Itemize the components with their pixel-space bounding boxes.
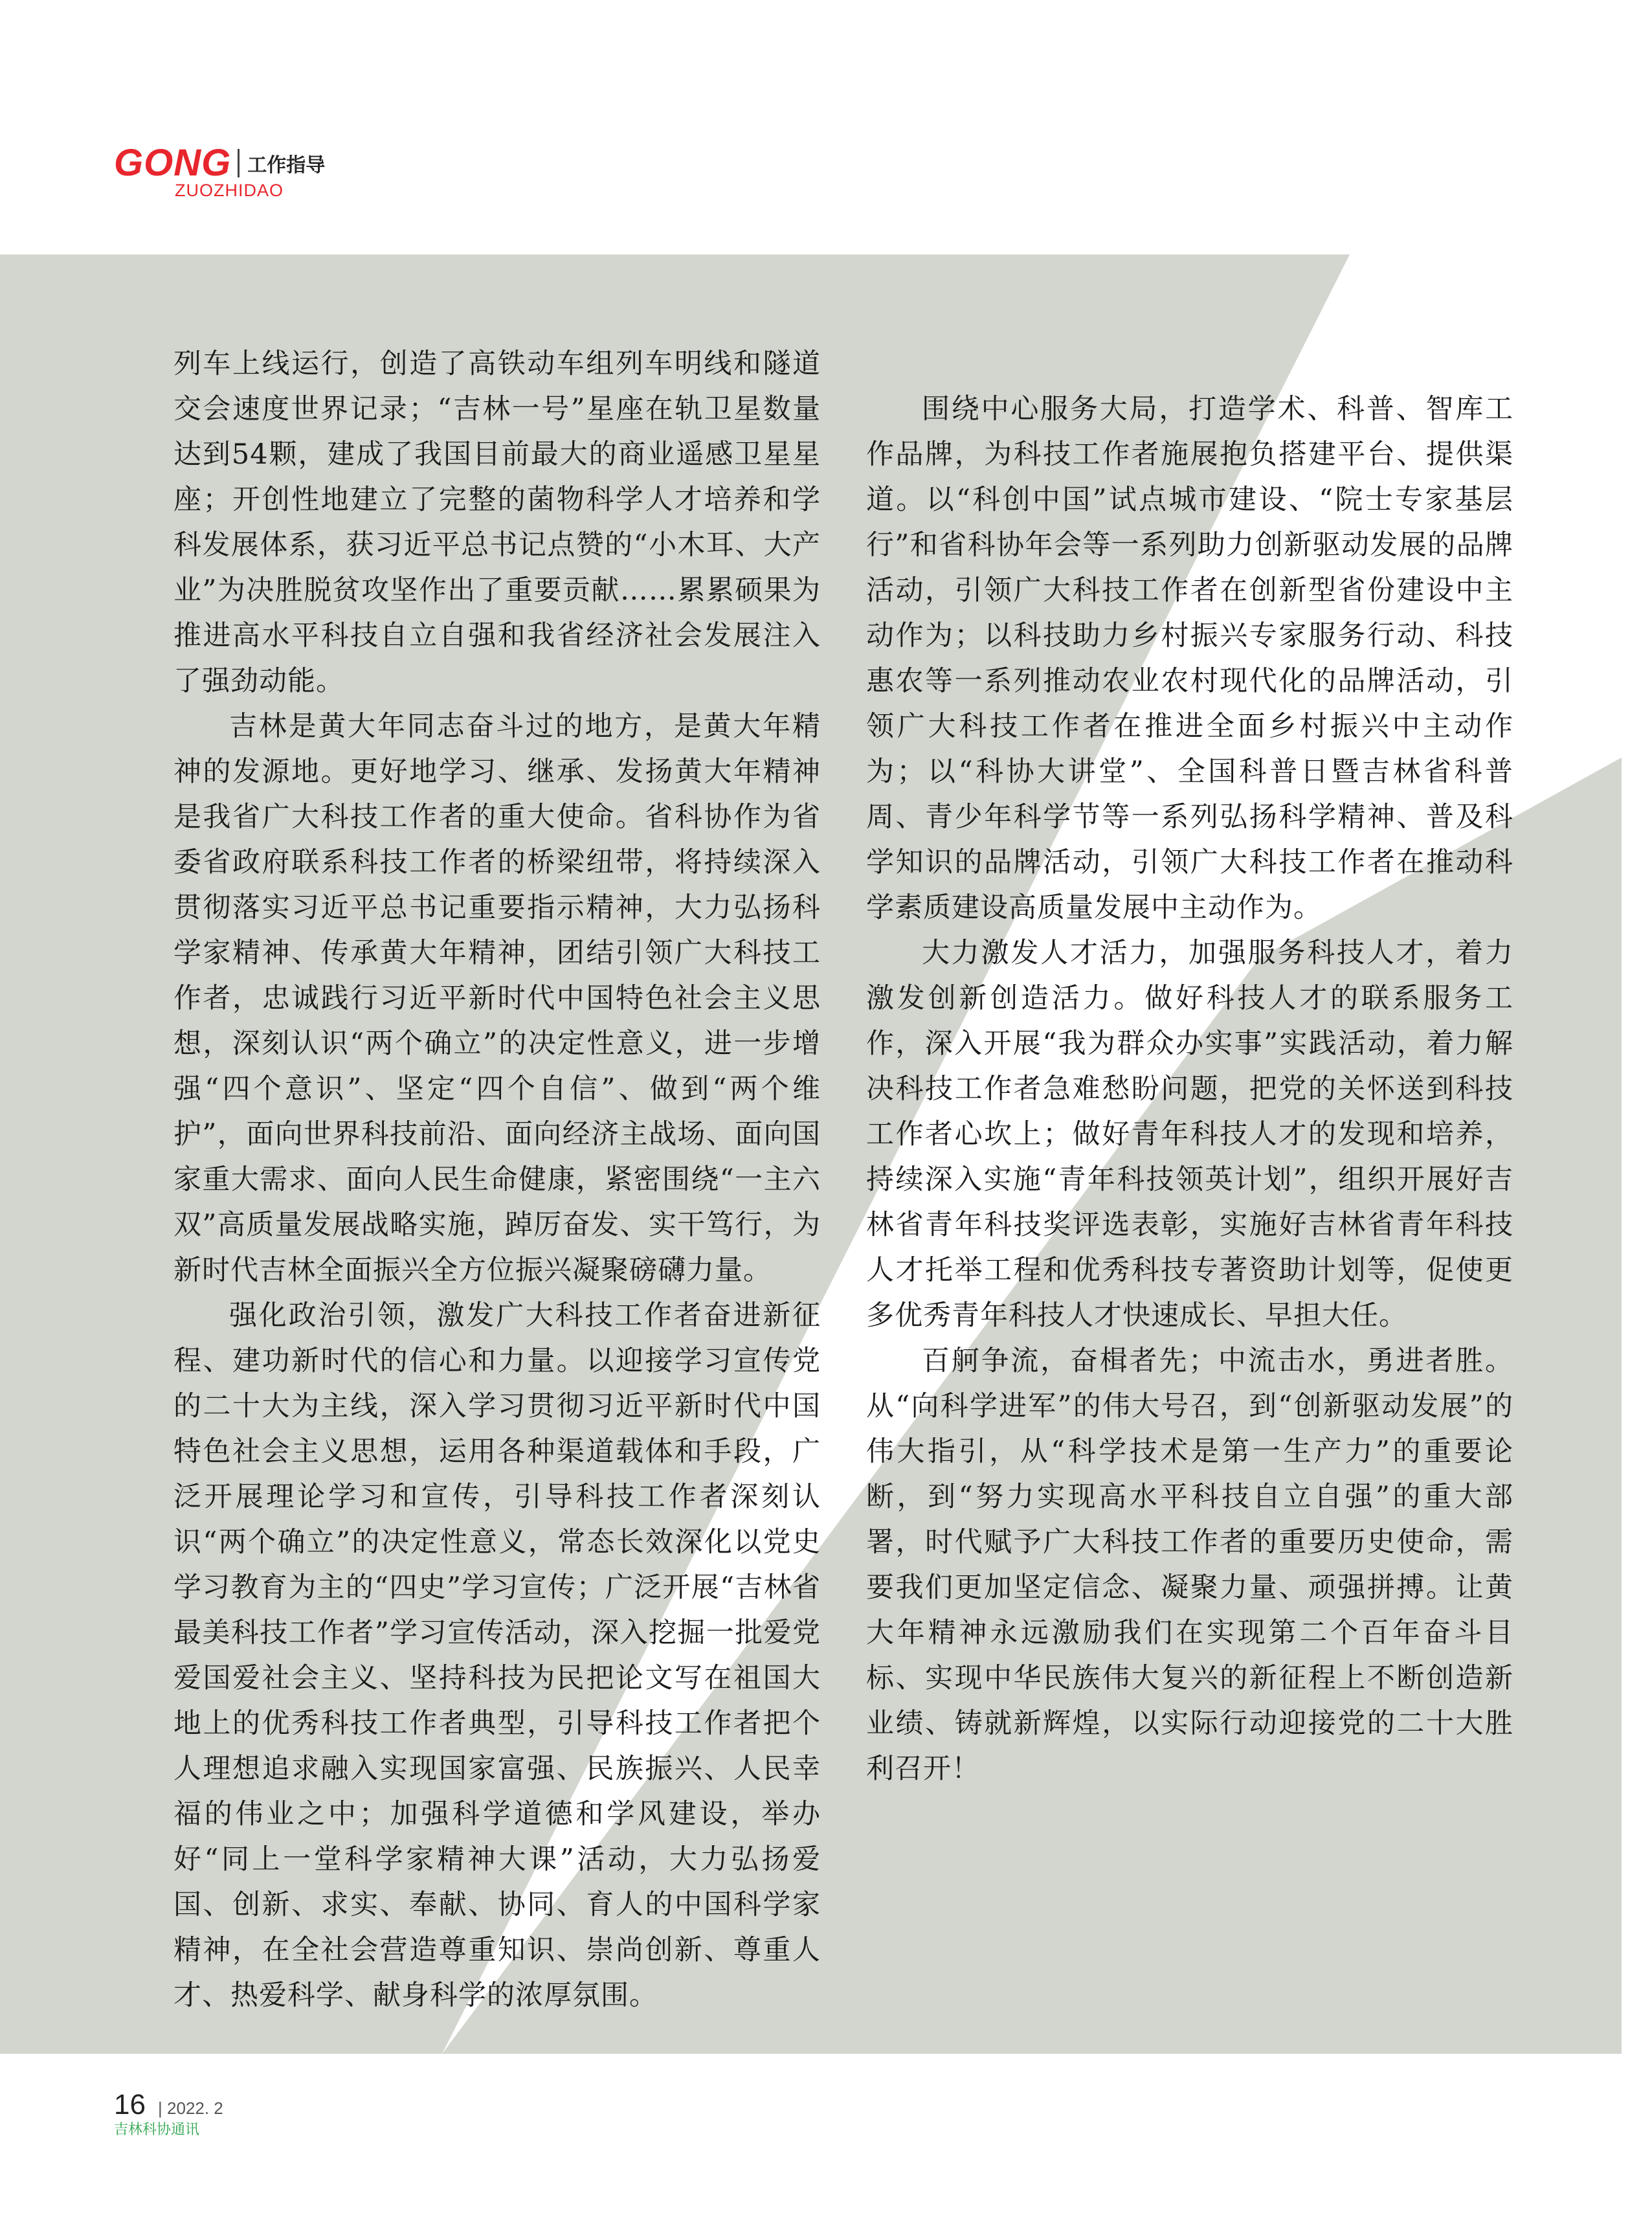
paragraph: 强化政治引领，激发广大科技工作者奋进新征程、建功新时代的信心和力量。以迎接学习宣传党的二十大为主线，深入学习贯彻习近平新时代中国特色社会主义思想，运用各种渠道载体和手段，广泛开展理论学习和宣传，引导科技工作者深刻认识“两个确立”的决定性意义，常态长效深化以党史学习教育为主的“四史”学习宣传；广泛开展“吉林省最美科技工作者”学习宣传活动，深入挖掘一批爱党爱国爱社会主义、坚持科技为民把论文写在祖国大地上的优秀科技工作者典型，引导科技工作者把个人理想追求融入实现国家富强、民族振兴、人民幸福的伟业之中；加强科学道德和学风建设，举办好“同上一堂科学家精神大课”活动，大力弘扬爱国、创新、求实、奉献、协同、育人的中国科学家精神，在全社会营造尊重知识、崇尚创新、尊重人才、热爱科学、献身科学的浓厚氛围。 xyxy=(173,1299,821,2012)
publication-name: 吉林科协通讯 xyxy=(114,2122,200,2138)
issue-label: | 2022. 2 xyxy=(158,2098,223,2118)
paragraph: 列车上线运行，创造了高铁动车组列车明线和隧道交会速度世界记录；“吉林一号”星座在轨卫星数量达到54颗，建成了我国目前最大的商业遥感卫星星座；开创性地建立了完整的菌物科学人才培养和学科发展体系，获习近平总书记点赞的“小木耳、大产业”为决胜脱贫攻坚作出了重要贡献……累累硕果为推进高水平科技自立自强和我省经济社会发展注入了强劲动能。 xyxy=(173,348,821,697)
page-footer xyxy=(114,2089,223,2139)
page-header xyxy=(114,141,325,201)
left-column xyxy=(173,341,821,2018)
paragraph: 吉林是黄大年同志奋斗过的地方，是黄大年精神的发源地。更好地学习、继承、发扬黄大年精神是我省广大科技工作者的重大使命。省科协作为省委省政府联系科技工作者的桥梁纽带，将持续深入贯彻落实习近平总书记重要指示精神，大力弘扬科学家精神、传承黄大年精神，团结引领广大科技工作者，忠诚践行习近平新时代中国特色社会主义思想，深刻认识“两个确立”的决定性意义，进一步增强“四个意识”、坚定“四个自信”、做到“两个维护”，面向世界科技前沿、面向经济主战场、面向国家重大需求、面向人民生命健康，紧密围绕“一主六双”高质量发展战略实施，踔厉奋发、实干笃行，为新时代吉林全面振兴全方位振兴凝聚磅礴力量。 xyxy=(173,710,821,1287)
right-column xyxy=(866,387,1513,1792)
brand-row xyxy=(114,141,325,185)
brand-logo-text: GONG xyxy=(114,142,232,184)
paragraph: 围绕中心服务大局，打造学术、科普、智库工作品牌，为科技工作者施展抱负搭建平台、提供渠道。以“科创中国”试点城市建设、“院士专家基层行”和省科协年会等一系列助力创新驱动发展的品牌活动，引领广大科技工作者在创新型省份建设中主动作为；以科技助力乡村振兴专家服务行动、科技惠农等一系列推动农业农村现代化的品牌活动，引领广大科技工作者在推进全面乡村振兴中主动作为；以“科协大讲堂”、全国科普日暨吉林省科普周、青少年科学节等一系列弘扬科学精神、普及科学知识的品牌活动，引领广大科技工作者在推动科学素质建设高质量发展中主动作为。 xyxy=(866,393,1513,924)
section-pinyin: ZUOZHIDAO xyxy=(175,181,284,200)
paragraph: 百舸争流，奋楫者先；中流击水，勇进者胜。从“向科学进军”的伟大号召，到“创新驱动发展”的伟大指引，从“科学技术是第一生产力”的重要论断，到“努力实现高水平科技自立自强”的重大部署，时代赋予广大科技工作者的重要历史使命，需要我们更加坚定信念、凝聚力量、顽强拼搏。让黄大年精神永远激励我们在实现第二个百年奋斗目标、实现中华民族伟大复兴的新征程上不断创造新业绩、铸就新辉煌，以实际行动迎接党的二十大胜利召开！ xyxy=(866,1345,1513,1785)
section-title: 工作指导 xyxy=(247,153,326,177)
paragraph: 大力激发人才活力，加强服务科技人才，着力激发创新创造活力。做好科技人才的联系服务工作，深入开展“我为群众办实事”实践活动，着力解决科技工作者急难愁盼问题，把党的关怀送到科技工作者心坎上；做好青年科技人才的发现和培养，持续深入实施“青年科技领英计划”，组织开展好吉林省青年科技奖评选表彰，实施好吉林省青年科技人才托举工程和优秀科技专著资助计划等，促使更多优秀青年科技人才快速成长、早担大任。 xyxy=(866,937,1513,1332)
page-number: 16 xyxy=(114,2089,146,2120)
brand-divider xyxy=(238,149,240,177)
